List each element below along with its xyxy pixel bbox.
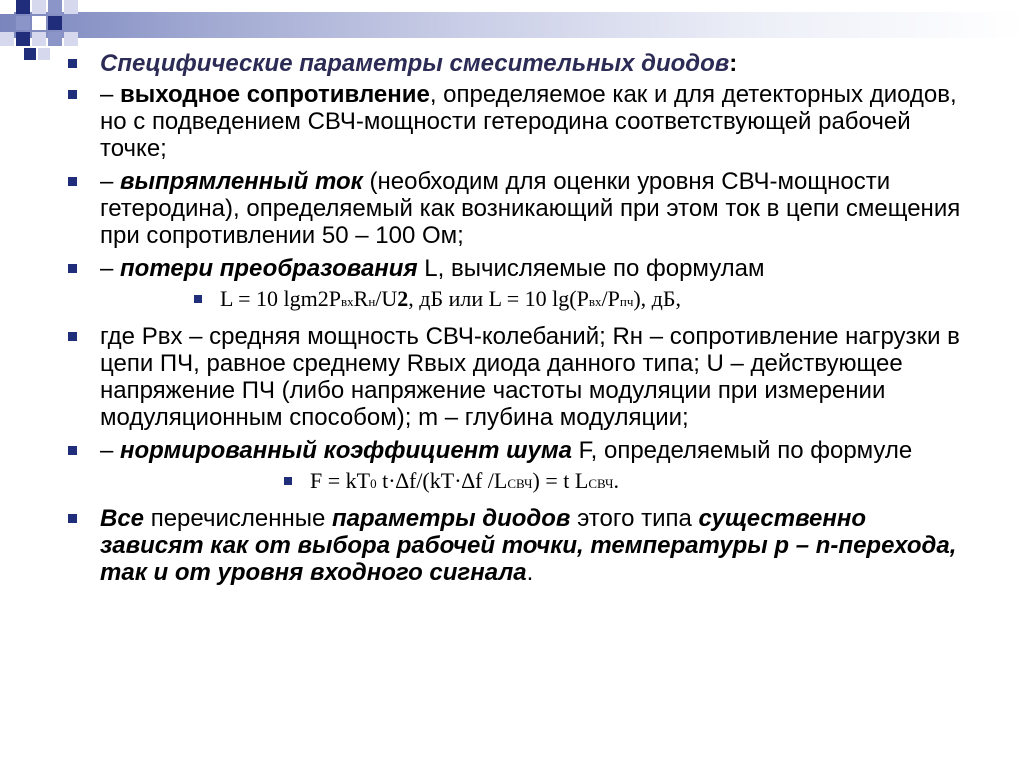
dash: – bbox=[100, 255, 121, 282]
square-bullet-icon bbox=[68, 177, 77, 186]
decor-square bbox=[16, 32, 30, 46]
item-text: F, определяемый по формуле bbox=[571, 437, 913, 464]
term-noise-factor: нормированный коэффициент шума bbox=[120, 437, 572, 464]
square-bullet-icon bbox=[284, 477, 292, 485]
list-item-conversion-loss bbox=[68, 255, 973, 282]
decor-square bbox=[48, 32, 62, 46]
formula-part: /U bbox=[375, 286, 398, 311]
list-item-rectified-current bbox=[68, 168, 973, 249]
formula-part: F = kT bbox=[310, 468, 371, 493]
emphasis-text: Все bbox=[100, 505, 145, 532]
decor-square bbox=[32, 32, 46, 46]
term-rectified-current: выпрямленный ток bbox=[120, 168, 363, 195]
slide-title: Специфические параметры смесительных диодов bbox=[100, 50, 730, 77]
emphasis-text: существенно зависят как от выбора рабочей точки, температуры p – n-перехода, так и от уровня входного сигнала bbox=[100, 505, 957, 586]
square-bullet-icon bbox=[68, 90, 77, 99]
decor-square bbox=[48, 16, 62, 30]
decor-square bbox=[32, 0, 46, 14]
formula-part: /P bbox=[601, 286, 620, 311]
title-colon: : bbox=[729, 50, 738, 77]
item-text: . bbox=[526, 559, 534, 586]
formula-subscript: 0 bbox=[370, 476, 377, 491]
formula-subscript: н bbox=[368, 294, 376, 309]
formula-subscript: вх bbox=[588, 294, 602, 309]
item-text: , определяемое как и для детекторных диодов, но с подведением СВЧ-мощности гетеродина соответствующей рабочей точке; bbox=[100, 81, 957, 162]
decor-square bbox=[64, 0, 78, 14]
item-text: L, вычисляемые по формулам bbox=[417, 255, 765, 282]
term-conversion-loss: потери преобразования bbox=[120, 255, 418, 282]
formula-part: 2 bbox=[397, 286, 409, 311]
square-bullet-icon bbox=[68, 514, 77, 523]
decor-square bbox=[0, 0, 14, 14]
formula-part: L = 10 lgm2P bbox=[220, 286, 341, 311]
dash: – bbox=[100, 437, 121, 464]
formula-conversion-loss bbox=[194, 286, 973, 315]
formula-subscript: пч bbox=[619, 294, 634, 309]
square-bullet-icon bbox=[194, 295, 202, 303]
formula-part: , дБ или L = 10 lg(P bbox=[408, 286, 589, 311]
slide-body bbox=[68, 50, 973, 590]
formula-subscript: вх bbox=[341, 294, 354, 309]
header-gradient-bar bbox=[0, 12, 1024, 38]
square-bullet-icon bbox=[68, 59, 77, 68]
formula-part: ), дБ, bbox=[633, 286, 682, 311]
decor-square bbox=[16, 16, 30, 30]
decor-square bbox=[38, 48, 50, 60]
list-item-title bbox=[68, 50, 973, 77]
decor-square bbox=[32, 16, 46, 30]
term-output-resistance: выходное сопротивление bbox=[120, 81, 430, 108]
formula-part: R bbox=[353, 286, 369, 311]
item-text: (необходим для оценки уровня СВЧ-мощности гетеродина), определяемый как возникающий при этом ток в цепи смещения при сопротивлении 50 – 100 Ом; bbox=[100, 168, 961, 249]
decor-square bbox=[64, 32, 78, 46]
square-bullet-icon bbox=[68, 446, 77, 455]
list-item-conclusion bbox=[68, 505, 973, 586]
decor-square bbox=[24, 48, 36, 60]
list-item-where-definitions bbox=[68, 323, 973, 431]
item-text: этого типа bbox=[570, 505, 699, 532]
list-item-output-resistance bbox=[68, 81, 973, 162]
decor-square bbox=[0, 32, 14, 46]
formula-noise-factor bbox=[284, 468, 973, 497]
list-item-noise-factor bbox=[68, 437, 973, 464]
formula-part: t·∆f/(kT·∆f /L bbox=[376, 468, 508, 493]
square-bullet-icon bbox=[68, 332, 77, 341]
item-text: перечисленные bbox=[144, 505, 332, 532]
item-text: где Pвх – средняя мощность СВЧ-колебаний; Rн – сопротивление нагрузки в цепи ПЧ, равное среднему Rвых диода данного типа; U – действующее напряжение ПЧ (либо напряжение частоты модуляции при измерении модуляционным способом); m – глубина модуляции; bbox=[100, 323, 960, 431]
emphasis-text: параметры диодов bbox=[331, 505, 571, 532]
formula-part: ) = t L bbox=[532, 468, 589, 493]
formula-part: . bbox=[613, 468, 619, 493]
dash: – bbox=[100, 81, 121, 108]
square-bullet-icon bbox=[68, 264, 77, 273]
decor-square bbox=[48, 0, 62, 14]
dash: – bbox=[100, 168, 121, 195]
decor-square bbox=[16, 0, 30, 14]
formula-subscript: СВЧ bbox=[507, 476, 533, 491]
formula-subscript: СВЧ bbox=[588, 476, 614, 491]
